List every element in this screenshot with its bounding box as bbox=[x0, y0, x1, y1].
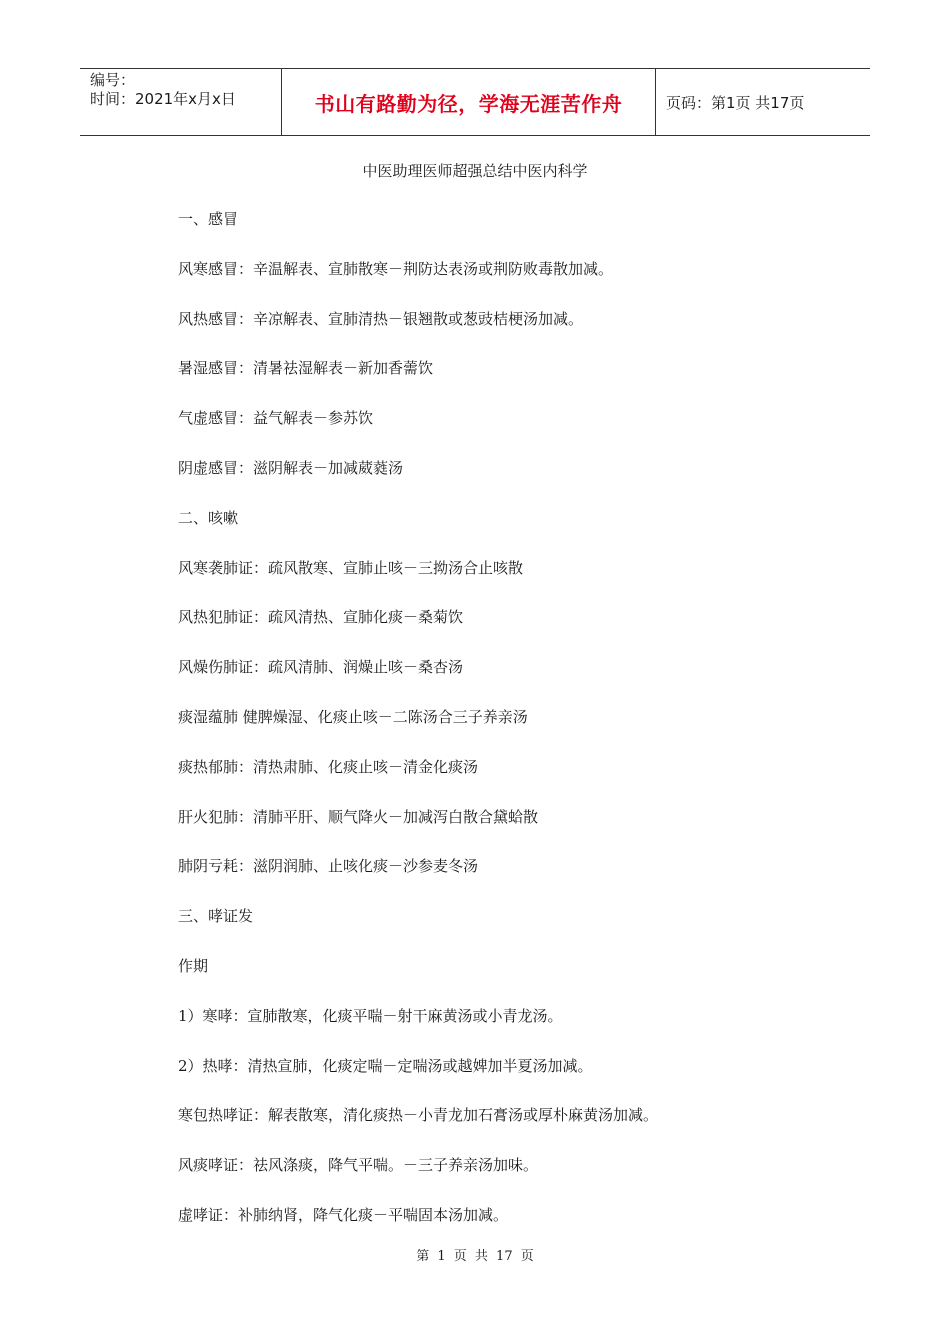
header-motto: 书山有路勤为径，学海无涯苦作舟 bbox=[282, 69, 656, 135]
text-line: 1）寒哮：宣肺散寒，化痰平喘－射干麻黄汤或小青龙汤。 bbox=[178, 1006, 563, 1025]
text-line: 风痰哮证：祛风涤痰，降气平喘。－三子养亲汤加味。 bbox=[178, 1156, 539, 1175]
text-line: 寒包热哮证：解表散寒，清化痰热－小青龙加石膏汤或厚朴麻黄汤加减。 bbox=[178, 1106, 659, 1125]
page-header bbox=[80, 68, 870, 136]
text-line: 风寒袭肺证：疏风散寒、宣肺止咳－三拗汤合止咳散 bbox=[178, 558, 524, 577]
text-line: 风热感冒：辛凉解表、宣肺清热－银翘散或葱豉桔梗汤加减。 bbox=[178, 309, 584, 328]
text-line: 风燥伤肺证：疏风清肺、润燥止咳－桑杏汤 bbox=[178, 658, 464, 677]
text-line: 暑湿感冒：清暑祛湿解表－新加香薷饮 bbox=[178, 359, 434, 378]
time-label: 时间：2021年x月x日 bbox=[90, 90, 236, 108]
page-footer: 第 1 页 共 17 页 bbox=[416, 1249, 534, 1264]
header-page-info: 页码：第1页 共17页 bbox=[666, 93, 805, 112]
text-line: 二、咳嗽 bbox=[178, 508, 239, 527]
text-line: 气虚感冒：益气解表－参苏饮 bbox=[178, 409, 374, 428]
text-line: 痰热郁肺：清热肃肺、化痰止咳－清金化痰汤 bbox=[178, 757, 479, 776]
document-title: 中医助理医师超强总结中医内科学 bbox=[362, 162, 588, 180]
text-line: 作期 bbox=[178, 956, 209, 975]
text-line: 痰湿蕴肺 健脾燥湿、化痰止咳－二陈汤合三子养亲汤 bbox=[178, 707, 528, 726]
text-line: 肺阴亏耗：滋阴润肺、止咳化痰－沙参麦冬汤 bbox=[178, 857, 479, 876]
text-line: 肝火犯肺：清肺平肝、顺气降火－加减泻白散合黛蛤散 bbox=[178, 807, 539, 826]
number-label: 编号： bbox=[90, 71, 136, 89]
text-line: 一、感冒 bbox=[178, 210, 239, 228]
text-line: 阴虚感冒：滋阴解表－加减葳蕤汤 bbox=[178, 458, 404, 477]
text-line: 三、哮证发 bbox=[178, 907, 254, 926]
text-line: 虚哮证：补肺纳肾，降气化痰－平喘固本汤加减。 bbox=[178, 1205, 509, 1224]
text-line: 2）热哮：清热宣肺，化痰定喘－定喘汤或越婢加半夏汤加减。 bbox=[178, 1056, 593, 1075]
text-line: 风热犯肺证：疏风清热、宣肺化痰－桑菊饮 bbox=[178, 608, 464, 627]
document-body bbox=[178, 208, 878, 1254]
text-line: 风寒感冒：辛温解表、宣肺散寒－荆防达表汤或荆防败毒散加减。 bbox=[178, 259, 614, 278]
header-meta bbox=[80, 69, 282, 135]
